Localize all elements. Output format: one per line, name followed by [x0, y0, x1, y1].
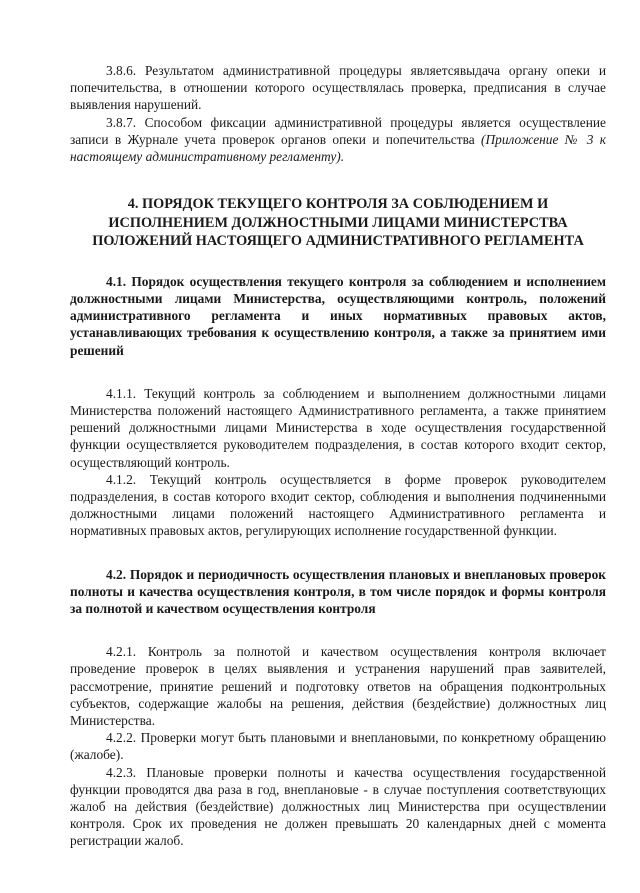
- paragraph-3-8-7: [70, 114, 606, 166]
- paragraph-4-2-1: 4.2.1. Контроль за полнотой и качеством осуществления контроля включает проведение проверок в целях выявления и устранения нарушений прав заявителей, рассмотрение, принятие решений и подготовку ответов на обращения подконтрольных субъектов, содержащие жалобы на решения, действия (бездействие) должностных лиц Министерства.: [70, 644, 606, 728]
- paragraph-3-8-6: 3.8.6. Результатом административной процедуры являетсявыдача органу опеки и попечительства, в отношении которого осуществлялась проверка, предписания в случае выявления нарушений.: [70, 63, 606, 113]
- subsection-4-2-heading: 4.2. Порядок и периодичность осуществления плановых и внеплановых проверок полноты и качества осуществления контроля, в том числе порядок и формы контроля за полнотой и качеством осуществления контроля: [70, 566, 606, 616]
- paragraph-3-8-7-text: 3.8.7. Способом фиксации административной процедуры является осуществление записи в Журнале учета проверок органов опеки и попечительства: [70, 114, 606, 147]
- paragraph-4-1-2: 4.1.2. Текущий контроль осуществляется в форме проверок руководителем подразделения, в состав которого входит сектор, соблюдения и выполнения подчиненными должностными лицами положений настоящего Административного регламента и нормативных правовых актов, регулирующих исполнение государственной функции.: [70, 471, 606, 539]
- subsection-4-1-heading: 4.1. Порядок осуществления текущего контроля за соблюдением и исполнением должностными лицами Министерства, осуществляющими контроль, положений административного регламента и иных нормативных правовых актов, устанавливающих требования к осуществлению контроля, а также за принятием ими решений: [70, 273, 606, 358]
- paragraph-4-2-2: 4.2.2. Проверки могут быть плановыми и внеплановыми, по конкретному обращению (жалобе).: [70, 730, 606, 763]
- section-4-heading: 4. ПОРЯДОК ТЕКУЩЕГО КОНТРОЛЯ ЗА СОБЛЮДЕНИЕМ И ИСПОЛНЕНИЕМ ДОЛЖНОСТНЫМИ ЛИЦАМИ МИНИСТЕРСТВА ПОЛОЖЕНИЙ НАСТОЯЩЕГО АДМИНИСТРАТИВНОГО РЕГЛАМЕНТА: [92, 196, 584, 250]
- appendix-reference: (Приложение № 3 к настоящему административному регламенту).: [70, 131, 606, 165]
- paragraph-4-2-3: 4.2.3. Плановые проверки полноты и качества осуществления государственной функции проводятся два раза в год, внеплановые - в случае поступления соответствующих жалоб на действия (бездействие) должностных лиц Министерства при осуществлении контроля. Срок их проведения не должен превышать 20 календарных дней с момента регистрации жалоб.: [70, 764, 606, 849]
- paragraph-4-1-1: 4.1.1. Текущий контроль за соблюдением и выполнением должностными лицами Министерства положений настоящего Административного регламента, а также принятием решений должностными лицами Министерства в ходе осуществления государственной функции осуществляется руководителем подразделения, в состав которого входит сектор, осуществляющий контроль.: [70, 385, 606, 470]
